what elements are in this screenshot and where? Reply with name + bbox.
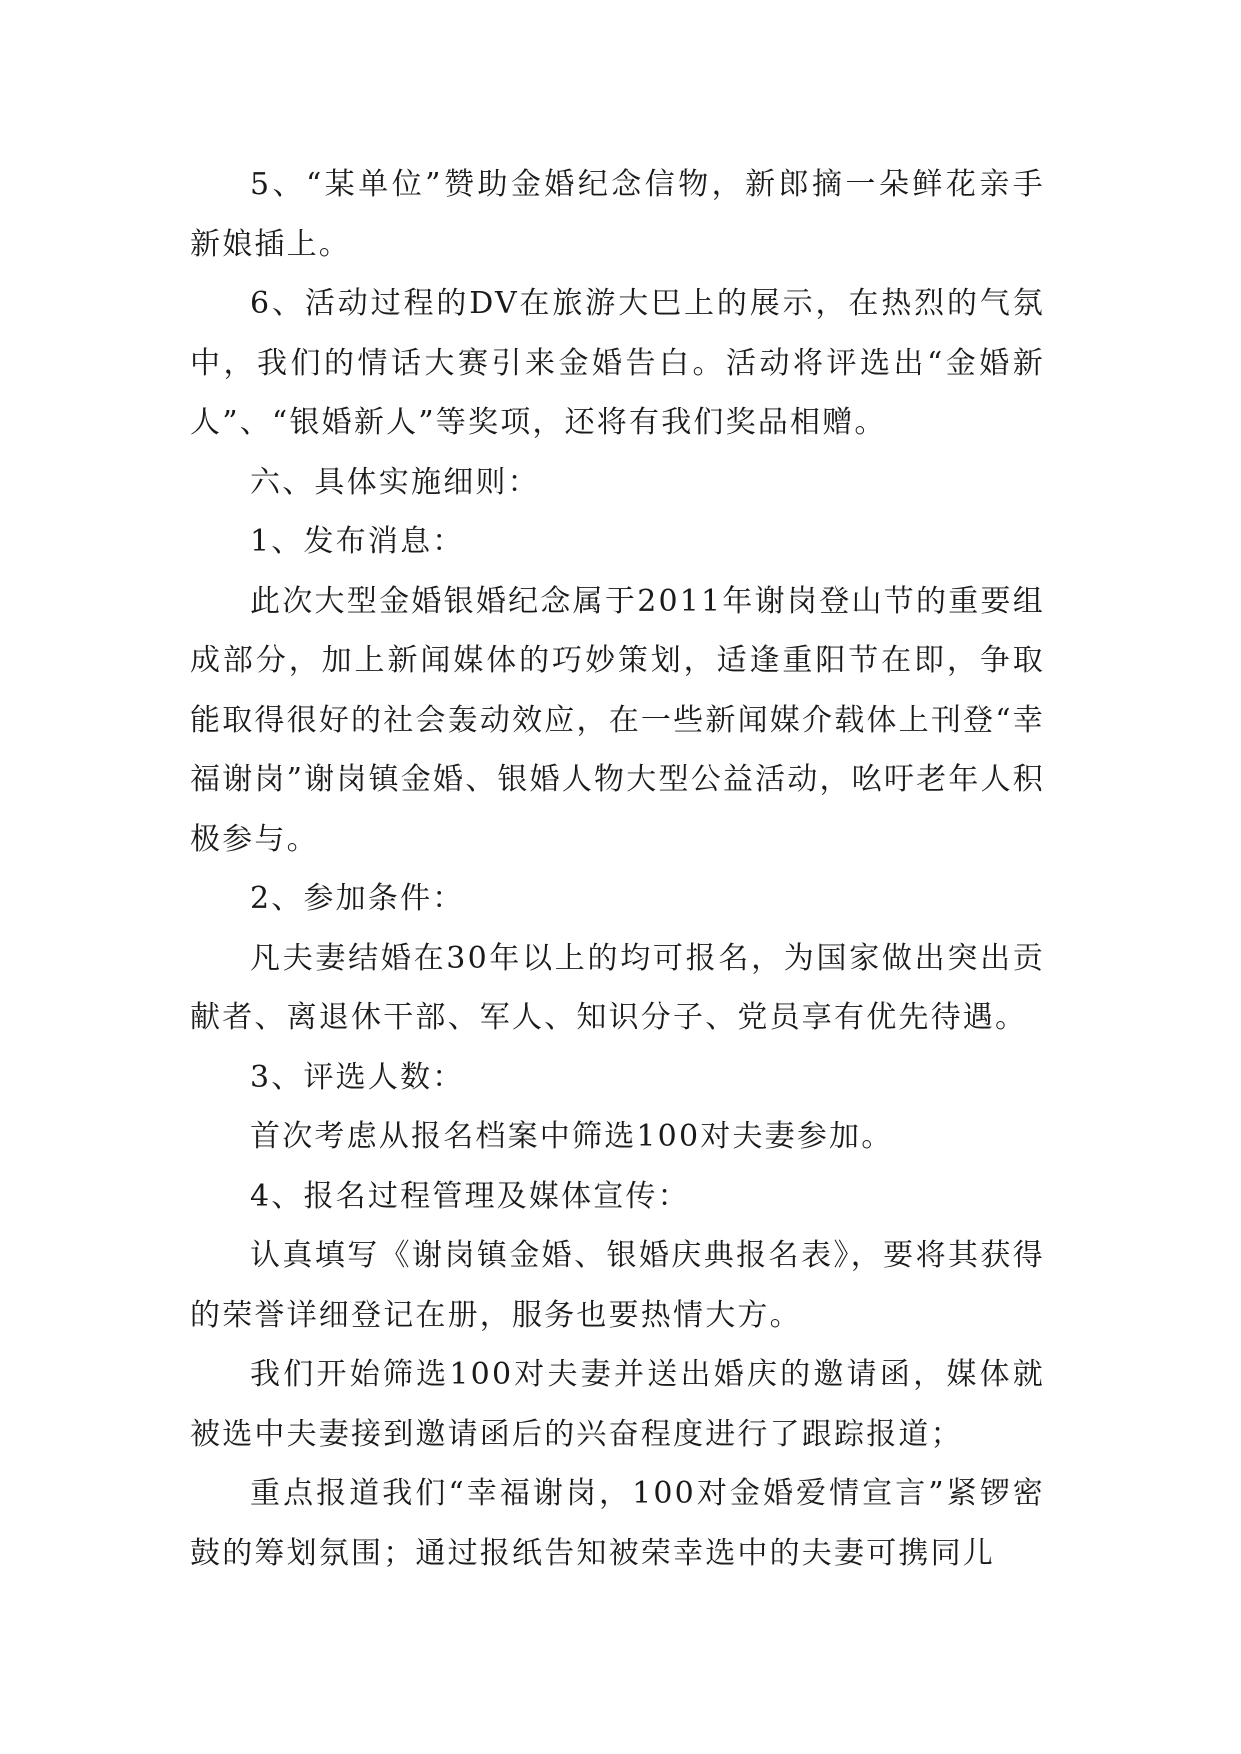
subheading-registration-media: 4、报名过程管理及媒体宣传： <box>250 1178 690 1214</box>
paragraph-report-focus: 重点报道我们“幸福谢岗，100对金婚爱情宣言”紧锣密鼓的筹划氛围；通过报纸告知被荣幸选中的夫妻可携同儿 <box>190 1476 1045 1571</box>
paragraph-invitation: 我们开始筛选100对夫妻并送出婚庆的邀请函，媒体就被选中夫妻接到邀请函后的兴奋程度进行了跟踪报道； <box>190 1357 1045 1452</box>
paragraph-item-5-sponsor: 5、“某单位”赞助金婚纪念信物，新郎摘一朵鲜花亲手新娘插上。 <box>190 167 1045 262</box>
subheading-publish-news: 1、发布消息： <box>250 524 465 559</box>
document-body <box>190 155 1045 1583</box>
paragraph-conditions: 凡夫妻结婚在30年以上的均可报名，为国家做出突出贡献者、离退休干部、军人、知识分子、党员享有优先待遇。 <box>190 940 1045 1035</box>
paragraph-publish-news: 此次大型金婚银婚纪念属于2011年谢岗登山节的重要组成部分，加上新闻媒体的巧妙策划，适逢重阳节在即，争取能取得很好的社会轰动效应，在一些新闻媒介载体上刊登“幸福谢岗”谢岗镇金婚、银婚人物大型公益活动，吆吁老年人积极参与。 <box>190 583 1045 857</box>
paragraph-registration-form: 认真填写《谢岗镇金婚、银婚庆典报名表》，要将其获得的荣誉详细登记在册，服务也要热情大方。 <box>190 1238 1045 1333</box>
section-heading-implementation: 六、具体实施细则： <box>250 464 540 500</box>
paragraph-selection-count: 首次考虑从报名档案中筛选100对夫妻参加。 <box>250 1119 894 1154</box>
paragraph-item-6-dv-display: 6、活动过程的DV在旅游大巴上的展示，在热烈的气氛中，我们的情话大赛引来金婚告白。活动将评选出“金婚新人”、“银婚新人”等奖项，还将有我们奖品相赠。 <box>190 286 1045 440</box>
subheading-selection-count: 3、评选人数： <box>250 1059 465 1095</box>
subheading-conditions: 2、参加条件： <box>250 881 465 916</box>
